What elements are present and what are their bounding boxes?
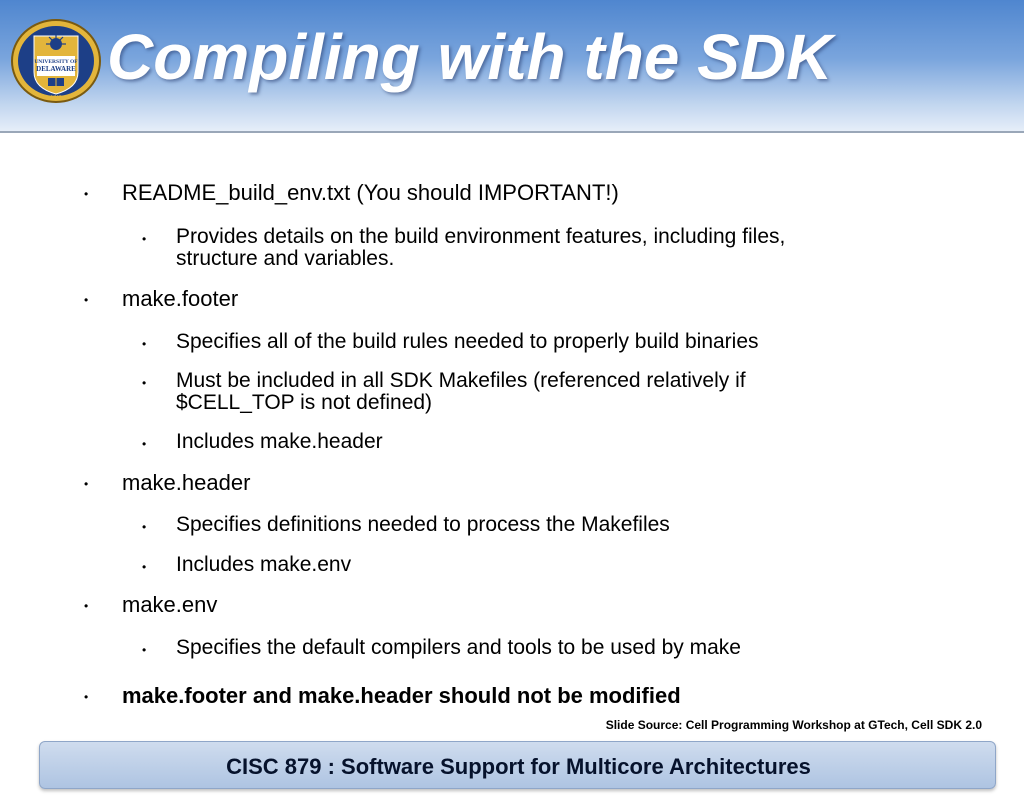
sub-bullet-text: Specifies the default compilers and tools to be used by make — [176, 636, 741, 659]
footer-bar — [39, 741, 996, 789]
bullet-marker: • — [84, 187, 89, 201]
seal-year: 1743 — [50, 95, 62, 101]
sub-bullet-marker: • — [142, 437, 147, 451]
sub-bullet-text: Provides details on the build environment features, including files, — [176, 225, 786, 248]
slide-title: Compiling with the SDK — [107, 21, 833, 93]
sub-bullet-text: Specifies all of the build rules needed to properly build binaries — [176, 330, 759, 353]
sub-bullet-text: Includes make.header — [176, 430, 383, 453]
bullet-text: make.env — [122, 592, 218, 617]
sub-bullet-text: Must be included in all SDK Makefiles (referenced relatively if — [176, 369, 746, 392]
bullet-marker: • — [84, 293, 89, 307]
bullet-marker: • — [84, 690, 89, 704]
sub-bullet-text-continued: $CELL_TOP is not defined) — [176, 391, 433, 414]
sub-bullet-marker: • — [142, 232, 147, 246]
sub-bullet-marker: • — [142, 520, 147, 534]
bullet-text: make.header — [122, 470, 251, 495]
sub-bullet-text-continued: structure and variables. — [176, 247, 395, 270]
sub-bullet-marker: • — [142, 560, 147, 574]
sub-bullet-marker: • — [142, 337, 147, 351]
bullet-text: make.footer — [122, 286, 239, 311]
course-title: CISC 879 : Software Support for Multicore Architectures — [226, 754, 811, 779]
sub-bullet-text: Specifies definitions needed to process the Makefiles — [176, 513, 670, 536]
sub-bullet-text: Includes make.env — [176, 553, 352, 576]
bullet-marker: • — [84, 599, 89, 613]
sub-bullet-marker: • — [142, 376, 147, 390]
source-note: Slide Source: Cell Programming Workshop at GTech, Cell SDK 2.0 — [605, 718, 982, 732]
seal-lettering-main: DELAWARE — [36, 65, 76, 73]
sub-bullet-marker: • — [142, 643, 147, 657]
bullet-text: README_build_env.txt (You should IMPORTANT!) — [122, 180, 619, 205]
seal-lettering-top: UNIVERSITY OF — [34, 59, 78, 65]
bullet-text-bold: make.footer and make.header should not be modified — [122, 683, 681, 708]
bullet-marker: • — [84, 477, 89, 491]
